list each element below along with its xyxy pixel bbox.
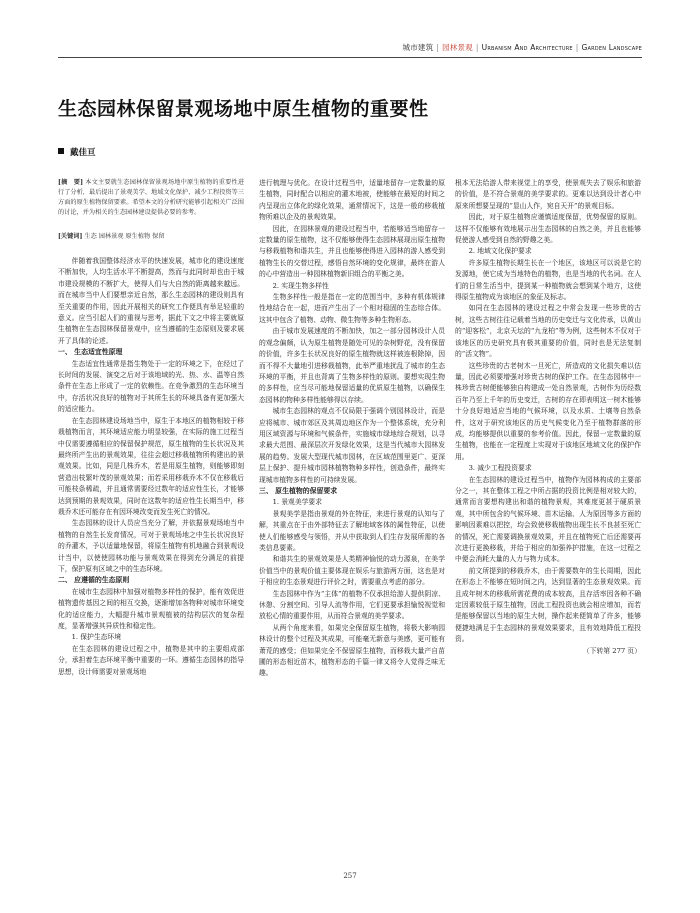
abstract-label: [摘 要] [58, 179, 84, 186]
paragraph: 在城市生态园林中加强对植物多样性的保护，能有效促进植物遗传基因之间的相互交换，逐渐增加各物种对城市环境变化的适应能力，大幅提升城市景观植被的结构层次的复杂程度，显著增强其异质性和稳定性。 [58, 587, 244, 630]
paragraph: 由于城市发展速度的不断加快，加之一部分园林设计人员的观念偏颇，认为原生植物是随处可见的杂树野花，没有保留的价值，许多生长状况良好的原生植物就这样被连根除掉，因而不得不大量地引进移栽植物，此举严重地扰乱了城市的生态环境的平衡，并且也背离了生物多样性的原则。要想实现生物的多样性，应当尽可能地保留适量的优质原生植物，以确保生态园林的物种多样性能够得以存续。 [259, 327, 445, 404]
paragraph: 前文所提到的移栽乔木，由于需要数年的生长周期，因此在形态上不能够在短时间之内，达到显著的生态景观效果。而且成年树木的移栽所需花费的成本较高，且存活率因各种不确定因素较低于原生植物，因此工程投资也就会相应增加，而若是能够保留以当地的原生大树，操作起来便简单了许多，能够便捷地满足于生态园林的景观效果要求，且有效地降低工程投资。 [455, 566, 641, 644]
author-line [58, 146, 96, 158]
header-separator: | [575, 43, 579, 52]
header-subsection-cn: 园林景观 [442, 43, 473, 52]
section-heading: 三、 原生植物的保留要求 [259, 486, 338, 495]
paragraph: 生态园林的设计人员应当充分了解，并依据景观场地当中植物的自然生长发育情况，可对于景观场地之中生长状况良好的乔灌木，予以适量地保留，将原生植物有机地融合到景观设计当中，以使使园林功能与景观效果在得到充分满足的前提下，保护原有区域之中的生态环境。 [58, 519, 244, 573]
paragraph: 进行梳理与优化。在设计过程当中，适量地留存一定数量的原生植物，同时配合以相应的灌木地被，使能够在最短的时间之内呈现出立体化的绿化效果，通常情况下，这是一般的移栽植物所难以企及的景观效果。 [259, 179, 445, 222]
header-section-cn: 城市建筑 [402, 43, 434, 52]
author-name: 戴佳亘 [70, 148, 96, 158]
column-3 [455, 178, 641, 657]
header-separator: | [436, 43, 440, 52]
paragraph: 如同在生态园林的建设过程之中常会发现一些珍贵的古树，这些古树往往记载着当地的历史变迁与文化传承，以黄山的“迎客松”，北京天坛的“九龙柏”等为例，这些树木不仅对于该地区的历史研究具有极其重要的价值，同时也是无法复制的“活文物”。 [455, 304, 641, 359]
paragraph: 在生态园林的建设过程当中，植物作为园林构成的主要部分之一，其在整体工程之中所占据的投资比例是相对较大的，通常而言要想构建出和谐的植物景观，其难度更甚于硬质景观，其中所包含的气候环境、苗木运输、人为原因等多方面的影响因素难以把控，均会致使移栽植物出现生长不良甚至死亡的情况，死亡需要调换景观效果，并且在植物死亡后还需要再次进行更换移栽，并给于相应的加强养护措施，在这一过程之中便会消耗大量的人力与物力成本。 [455, 475, 641, 564]
paragraph: 景观美学是指由景观的外在特征，来进行景观的认知与了解，其重点在于由外部特征去了解地域客体的属性特征，以使使人们能够感受与领悟，并从中获取到人们生存发展所需的各类信息要素。 [259, 509, 445, 552]
column-2 [259, 178, 445, 680]
keywords-label: [关键词] [58, 233, 83, 240]
header-separator: | [475, 43, 479, 52]
paragraph: 生物多样性一般是指在一定的范围当中，多种有机体规律性地结合在一起，进而产生出了一个相对稳固的生态综合体。这其中包含了植物、动物、微生物等多种生物形态。 [259, 293, 445, 324]
paragraph: 伴随着我国整体经济水平的快速发展，城市化的建设速度不断加快，人均生活水平不断提高，然而与此同时却也由于城市建设规模的不断扩大，使得人们与大自然的距离越来越远。而在城市当中人们要想亲近自然，那么生态园林的建设则具有至关重要的作用，因此开展相关的研究工作便具有举足轻重的意义。应当引起人们的重视与思考，据此下文之中将主要就原生植物在生态园林保留景观中，应当遵循的生态原则及要求展开了具体的论述。 [58, 257, 244, 345]
header-rule [58, 57, 642, 58]
paragraph: 从两个角度来看，如果完全保留原生植物，将极大影响园林设计的整个过程及其成果，可能毫无新意与美感，更可能有萧荒的感受；但如果完全不保留原生植物，而移栽大量产自苗圃的形态相近苗木，植物形态的千篇一律又将令人觉得乏味无趣。 [259, 623, 445, 678]
paragraph: 这些珍贵的古老树木一旦死亡，所造成的文化损失难以估量，因此必须要增强对珍贵古树的保护工作。在生态园林中一株珍贵古树便能够独自构建成一处自然景观，古树作为历经数百年乃至上千年的历史变迁，古树的存在即表明这一树木能够十分良好地适应当地的气候环境，以及水质、土壤等自然条件，这对于研究该地区的历史气候变化乃至于植物群落的形成，均能够提供以重要的参考价值。因此，保留一定数量的原生植物，也能在一定程度上实现对于该地区地域文化的保护作用。 [455, 361, 641, 461]
subsection-heading: 2. 地域文化保护要求 [468, 247, 532, 256]
paragraph: 和谐共生的景观效果是人类精神愉悦的动力源泉，在美学价值当中的景观价值主要体现在娱乐与旅游两方面，这也是对于相应的生态景观进行评价之时，需要重点考虑的部分。 [259, 555, 445, 587]
header-section-en: Urbanism And Architecture [481, 43, 573, 52]
running-header [403, 42, 642, 53]
square-bullet-icon [58, 148, 64, 154]
paragraph: 因此，对于原生植物应谨慎适度保留，优势保留的原则。这样不仅能够有效地展示出生态园林的自然之美，并且也能够促使游人感受到自然的野趣之美。 [455, 213, 641, 245]
spacer [58, 218, 244, 232]
subsection-heading: 2. 实现生物多样性 [272, 281, 329, 290]
section-heading: 二、 应遵循的生态原则 [58, 576, 130, 585]
abstract [58, 178, 244, 218]
section-heading: 一、 生态适宜性原理 [58, 348, 123, 357]
spacer [58, 242, 244, 256]
continued-note: （下转第 277 页） [582, 646, 641, 655]
subsection-heading: 1. 保护生态环境 [71, 633, 122, 642]
keywords [58, 232, 244, 242]
subsection-heading: 3. 减少工程投资要求 [468, 464, 532, 473]
paragraph: 在生态园林的建设过程之中，植物是其中的主要组成部分，承担着生态环境平衡中重要的一环。遵循生态园林的指导思想，设计师需要对景观场地 [58, 644, 244, 676]
article-title: 生态园林保留景观场地中原生植物的重要性 [58, 98, 429, 120]
abstract-text: 本文主要就生态园林保留景观场地中原生植物的重要性进行了分析，最后提出了景观美学、地域文化保护、减少工程投资等三方面的原生植物保留要素。希望本文的分析研究能够引起相关广泛围的讨论，并为相关的生态园林建设提供必要的参考。 [58, 179, 245, 216]
header-subsection-en: Garden Landscape [581, 43, 642, 52]
paragraph: 因此，在园林景观的建设过程当中，若能够适当地留存一定数量的原生植物，这不仅能够使得生态园林展现出原生植物与移栽植物和谐共生，并且也能够使得进入园林的游人感受到植物生长的交替过程，感悟自然环境的变化规律，最终在游人的心中营造出一种园林植物新旧组合的平衡之美。 [259, 224, 445, 279]
paragraph: 根本无法给游人带来视觉上的享受，使景观失去了娱乐和旅游的价值，是不符合景观的美学要求的。更难以达到设计者心中原来所想要呈现的“显山人作，宛自天开”的景观目标。 [455, 179, 641, 210]
subsection-heading: 1. 景观美学要求 [272, 498, 323, 507]
paragraph: 生态适宜性通常是指生物处于一定的环境之下，在经过了长时间的发展、演变之后对于该地域的光、热、水、温等自然条件在生态上形成了一定的依赖性。在竞争激烈的生态环境当中，存活状况良好的植物对于其所生长的环境具备有更加强大的适应能力。 [58, 359, 244, 414]
page-number: 257 [343, 872, 357, 880]
paragraph: 城市生态园林的观点不仅局限于强调个别园林设计，而是应将城市、城市郊区及其周边地区作为一个整体系统，充分利用区域资源与环境和气候条件，实施城市绿地综合规划，以寻求最大范围、最深层次开发绿化效果，这是当代城市大园林发展的趋势。发展大型现代城市园林，在区域范围里更广、更深层上保护、提升城市园林植物物种多样性，创造条件，最终实现城市植物多样性的可持续发展。 [259, 407, 445, 484]
column-1 [58, 178, 244, 678]
paragraph: 在生态园林建设场地当中，原生于本地区的植物相较于移栽植物而言，其环境适应能力明显较强，在实际的施工过程当中仅需要遵循相应的保留保护规范，原生植物的生长状况及其最终所产生出的景观效果，往往会超过移栽植物所构建出的景观效果。比如，同是几株乔木，若是用原生植物，则能够即刻营造出枝繁叶茂的景观效果；而若采用移栽乔木不仅在移栽后可能枝条稀疏，并且通常需要经过数年的适应性生长，才能够达到预期的景观效果，同时在这数年的适应性生长期当中，移栽乔木还可能存在有因环境改变而发生死亡的情况。 [58, 416, 244, 516]
paragraph: 生态园林中作为“主体”的植物不仅承担给游人提供阴凉、休憩、分割空间、引导人流等作用，它们更要承担愉悦视觉和放松心情的重要作用，从而符合景观的美学要求。 [259, 589, 445, 621]
keywords-text: 生态 园林景观 原生植物 保留 [84, 233, 165, 240]
paragraph: 许多原生植物长期生长在一个地区，该地区可以说是它的发源地，使它成为当地特色的植物，也是当地的代名词。在人们的日常生活当中，提到某一种植物就会想到某个地方，这使得原生植物成为该地区的象征及标志。 [455, 258, 641, 302]
